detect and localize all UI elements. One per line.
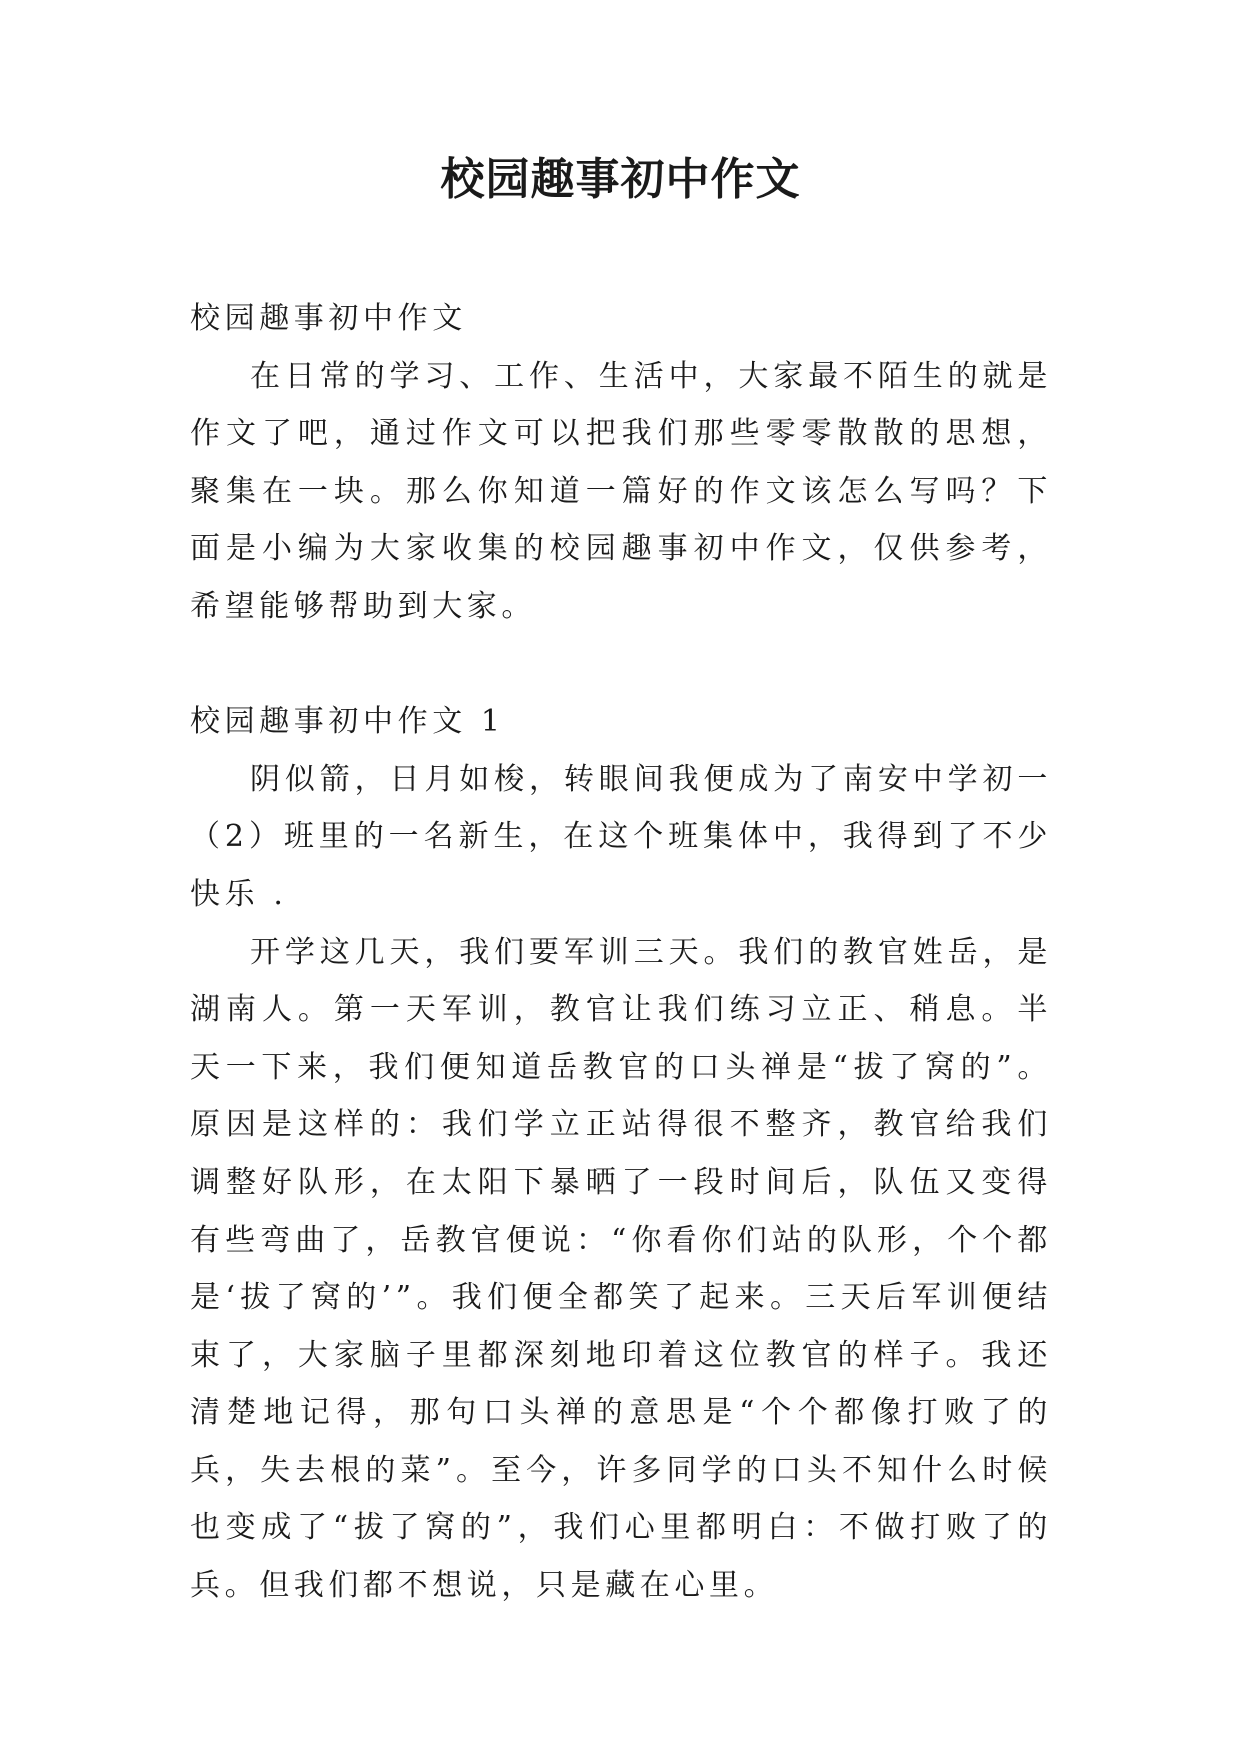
essay-heading: 校园趣事初中作文 1 <box>190 704 505 740</box>
paragraph-spacer <box>190 636 1052 694</box>
document-body <box>190 290 1052 1615</box>
essay-paragraph: 开学这几天，我们要军训三天。我们的教官姓岳，是湖南人。第一天军训，教官让我们练习立正、稍息。半天一下来，我们便知道岳教官的口头禅是“拔了窝的”。原因是这样的：我们学立正站得很不整齐，教官给我们调整好队形，在太阳下暴晒了一段时间后，队伍又变得有些弯曲了，岳教官便说：“你看你们站的队形，个个都是‘拔了窝的’”。我们便全都笑了起来。三天后军训便结束了，大家脑子里都深刻地印着这位教官的样子。我还清楚地记得，那句口头禅的意思是“个个都像打败了的兵，失去根的菜”。至今，许多同学的口头不知什么时候也变成了“拔了窝的”，我们心里都明白：不做打败了的兵。但我们都不想说，只是藏在心里。 <box>190 934 1052 1604</box>
section-heading: 校园趣事初中作文 <box>190 301 467 336</box>
document-title: 校园趣事初中作文 <box>440 154 801 205</box>
intro-paragraph: 在日常的学习、工作、生活中，大家最不陌生的就是作文了吧，通过作文可以把我们那些零零散散的思想，聚集在一块。那么你知道一篇好的作文该怎么写吗？下面是小编为大家收集的校园趣事初中作文，仅供参考，希望能够帮助到大家。 <box>190 358 1052 624</box>
essay-paragraph: 阴似箭，日月如梭，转眼间我便成为了南安中学初一（2）班里的一名新生，在这个班集体中，我得到了不少快乐 . <box>190 761 1052 912</box>
